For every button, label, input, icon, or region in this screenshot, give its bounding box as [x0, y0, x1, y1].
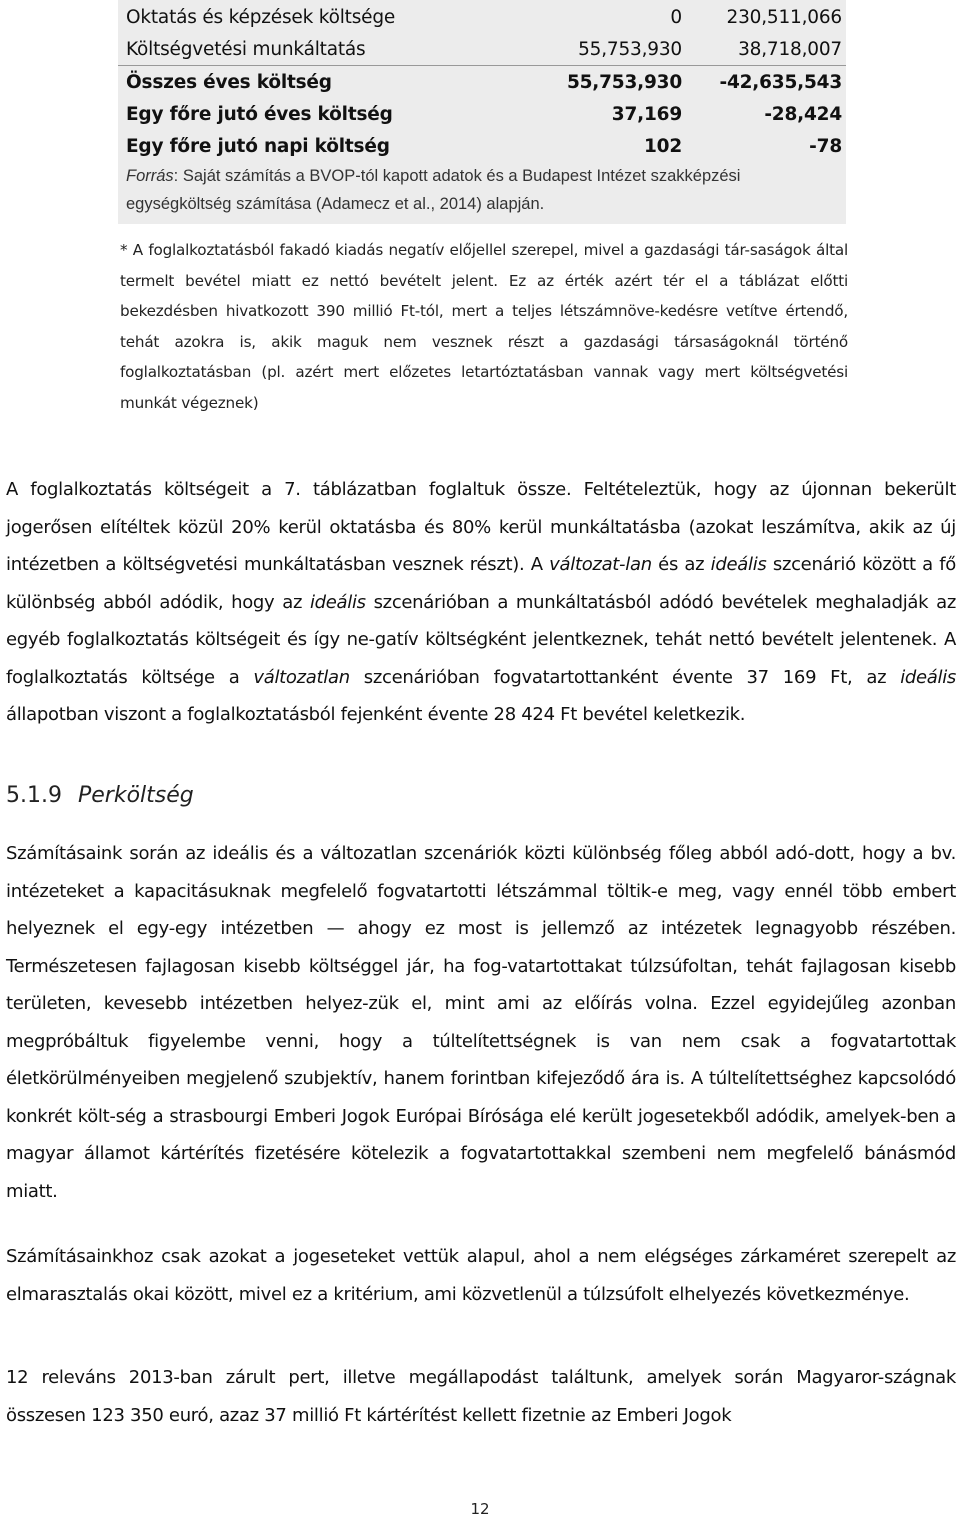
paragraph-cases-basis: Számításainkhoz csak azokat a jogeseteket vettük alapul, ahol a nem elégséges zárkaméret szerepelt az elmarasztalás okai között, mivel ez a kritérium, ami közvetlenül a túlzsúfolt elhelyezés következménye.: [6, 1246, 956, 1305]
text-run: szcenárióban fogvatartottanként évente 37 169 Ft, az: [349, 666, 901, 688]
value-col-1: 55,753,930: [566, 71, 682, 93]
value-col-2: -28,424: [764, 103, 842, 125]
italic-run: változatlan: [253, 666, 350, 688]
value-col-2: -78: [809, 135, 842, 157]
value-col-1: 37,169: [611, 103, 682, 125]
value-col-2: 38,718,007: [738, 38, 842, 60]
page-number: 12: [470, 1500, 490, 1518]
value-col-1: 0: [670, 6, 682, 28]
text-run: szcenárióban a munkáltatásból adódó bevételek meghaladják az egyéb foglalkoztatás költségeit és így ne-gatív költségként jelentkeznek, tehát nettó bevételt jelentenek. A foglalkoztatás költsége a: [6, 591, 956, 688]
value-col-1: 55,753,930: [578, 38, 682, 60]
table-source-note: [118, 162, 846, 224]
text-run: és az: [651, 554, 711, 575]
table-row: [118, 33, 846, 65]
row-label: Összes éves költség: [126, 71, 332, 93]
cost-table: [118, 0, 846, 224]
paragraph-employment-costs: [6, 471, 956, 734]
table-footnote: * A foglalkoztatásból fakadó kiadás negatív előjellel szerepel, mivel a gazdasági tár-saságok által termelt bevétel miatt ez nettó bevételt jelent. Ez az érték azért tér el a táblázat előtti bekezdésben hivatkozott 390 millió Ft-tól, mert a teljes létszámnöve-kedésre vetítve értendő, tehát azokra is, akik maguk nem vesznek részt a gazdasági társaságoknál történő foglalkoztatásban (pl. azért mert előzetes letartóztatásban vannak vagy mert költségvetési munkát végeznek): [120, 241, 848, 412]
table-row: [118, 98, 846, 130]
text-run: állapotban viszont a foglalkoztatásból fejenként évente 28 424 Ft bevétel keletkezik.: [6, 704, 746, 725]
source-label: Forrás: [126, 167, 174, 185]
row-label: Oktatás és képzések költsége: [126, 6, 396, 28]
section-heading: [6, 783, 194, 808]
value-col-2: 230,511,066: [726, 6, 842, 28]
section-title: Perköltség: [77, 783, 194, 808]
italic-run: ideális: [309, 591, 366, 613]
text-run: A foglalkoztatás költségeit a 7. táblázatban foglaltuk össze. Feltételeztük, hogy az újonnan bekerült jogerősen elítéltek közül 20% kerül oktatásba és 80% kerül munkáltatásba (azokat leszámítva, akik az új intézetben a költségvetési munkáltatásban vesznek részt). A: [6, 479, 956, 575]
table-row: [118, 65, 846, 98]
paragraph-overcrowding: Számításaink során az ideális és a változatlan szcenáriók közti különbség főleg abból adó-dott, hogy a bv. intézeteket a kapacitásuknak megfelelő fogvatartotti létszámmal töltik-e meg, vagy ennél több embert helyeznek el egy-egy intézetben — ahogy ez most is jellemző az intézetek legnagyobb részében. Természetesen fajlagosan kisebb költséggel jár, ha fog-vatartottakat túlzsúfoltan, tehát fajlagosan kisebb területen, kevesebb intézetben helyez-zük el, mint ami az előírás volna. Ezzel egyidejűleg azonban megpróbáltuk figyelembe venni, hogy a túltelítettségnek is van nem csak a fogvatartottak életkörülményeiben megjelenő szubjektív, hanem forintban kifejeződő ára is. A túltelítettséghez kapcsolódó konkrét költ-ség a strasbourgi Emberi Jogok Európai Bírósága elé került jogesetekből adódik, amelyek-ben a magyar államot kártérítés fizetésére kötelezik a fogvatartottakkal szembeni nem megfelelő bánásmód miatt.: [6, 843, 956, 1202]
source-text: : Saját számítás a BVOP-tól kapott adatok és a Budapest Intézet szakképzési egységköltség számítása (Adamecz et al., 2014) alapján.: [126, 167, 741, 213]
value-col-1: 102: [643, 135, 682, 157]
table-row: [118, 1, 846, 33]
value-col-2: -42,635,543: [719, 71, 842, 93]
row-label: Egy főre jutó napi költség: [126, 135, 390, 157]
section-number: 5.1.9: [6, 783, 62, 808]
paragraph-relevant-cases: 12 releváns 2013-ban zárult pert, illetve megállapodást találtunk, amelyek során Magyaror-szágnak összesen 123 350 euró, azaz 37 millió Ft kártérítést kellett fizetnie az Emberi Jogok: [6, 1367, 956, 1426]
row-label: Egy főre jutó éves költség: [126, 103, 393, 125]
table-row: [118, 130, 846, 162]
italic-run: változat-lan: [549, 554, 652, 575]
italic-run: ideális: [900, 666, 956, 688]
row-label: Költségvetési munkáltatás: [126, 38, 366, 60]
italic-run: ideális: [710, 554, 767, 575]
text-run: szcenárió között a fő különbség abból adódik, hogy az: [6, 554, 957, 613]
